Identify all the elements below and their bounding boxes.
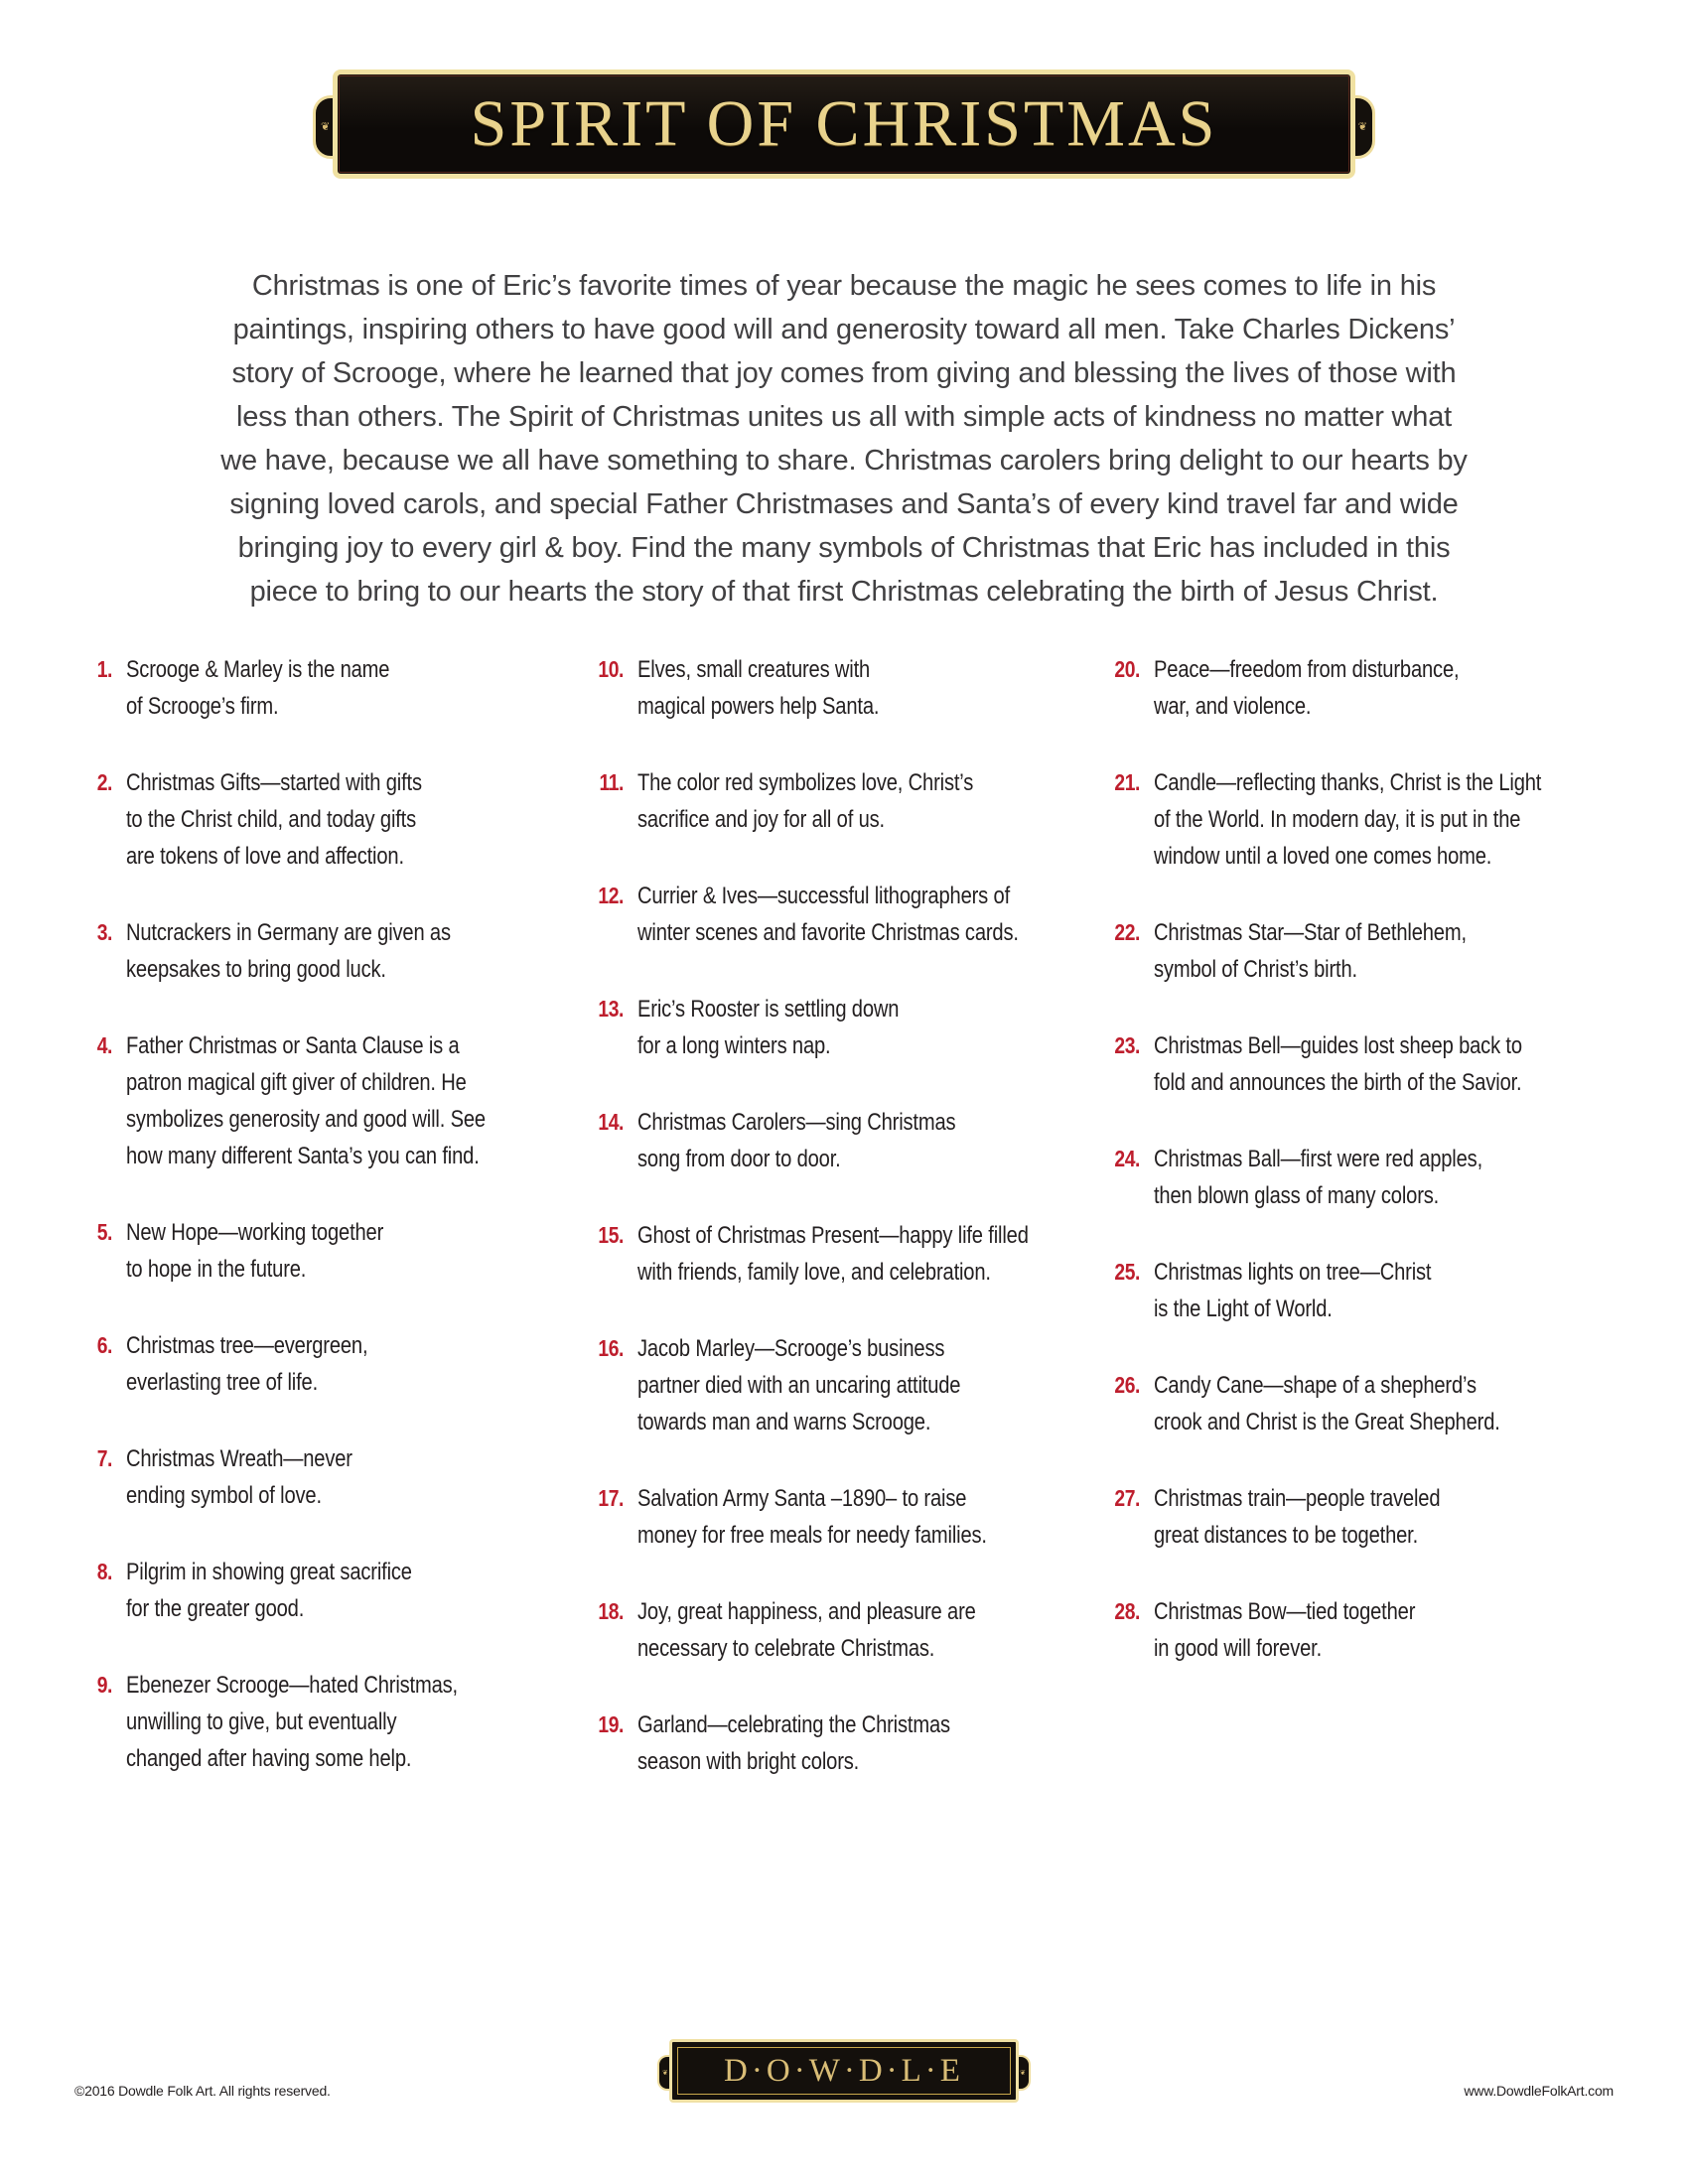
logo-text: D·O·W·D·L·E <box>724 2052 964 2089</box>
item-number: 21. <box>1114 769 1140 795</box>
item-text: Ghost of Christmas Present—happy life filled with friends, family love, and celebration. <box>637 1222 1029 1286</box>
item-number: 5. <box>96 1219 112 1245</box>
item-number: 18. <box>598 1598 624 1624</box>
item-number: 26. <box>1114 1372 1140 1398</box>
list-item <box>1100 914 1676 988</box>
item-text: Christmas Star—Star of Bethlehem, symbol of Christ’s birth. <box>1154 919 1467 983</box>
item-number: 2. <box>96 769 112 795</box>
fleuron-icon: ❦ <box>1006 2055 1031 2091</box>
item-number: 23. <box>1114 1032 1140 1058</box>
item-text: New Hope—working together to hope in the future. <box>126 1219 384 1283</box>
list-item <box>1100 1480 1676 1554</box>
logo-plaque <box>669 2039 1019 2103</box>
list-item <box>584 1330 1100 1440</box>
item-number: 12. <box>598 883 624 908</box>
banner-plaque <box>333 69 1355 179</box>
list-item <box>1100 1367 1676 1440</box>
item-number: 3. <box>96 919 112 945</box>
list-item <box>1100 1027 1676 1101</box>
fleuron-icon: ❦ <box>1335 95 1375 159</box>
list-column-1 <box>72 651 559 1817</box>
item-text: Candle—reflecting thanks, Christ is the Light of the World. In modern day, it is put in the window until a loved one comes home. <box>1154 769 1542 870</box>
item-number: 22. <box>1114 919 1140 945</box>
list-item <box>72 1667 559 1777</box>
list-item <box>1100 1254 1676 1327</box>
item-text: Salvation Army Santa –1890– to raise money for free meals for needy families. <box>637 1485 987 1549</box>
item-text: Currier & Ives—successful lithographers of winter scenes and favorite Christmas cards. <box>637 883 1019 946</box>
item-number: 25. <box>1114 1259 1140 1285</box>
list-item <box>584 1706 1100 1780</box>
item-number: 10. <box>598 656 624 682</box>
item-number: 14. <box>598 1109 624 1135</box>
item-text: Peace—freedom from disturbance, war, and violence. <box>1154 656 1460 720</box>
item-text: Christmas Gifts—started with gifts to the Christ child, and today gifts are tokens of love and affection. <box>126 769 422 870</box>
item-number: 27. <box>1114 1485 1140 1511</box>
item-text: Joy, great happiness, and pleasure are necessary to celebrate Christmas. <box>637 1598 976 1662</box>
list-item <box>584 764 1100 838</box>
list-item <box>72 764 559 875</box>
item-number: 16. <box>598 1335 624 1361</box>
item-number: 11. <box>599 769 624 795</box>
list-column-2 <box>584 651 1100 1820</box>
item-text: Christmas train—people traveled great distances to be together. <box>1154 1485 1441 1549</box>
item-text: Pilgrim in showing great sacrifice for the greater good. <box>126 1559 412 1622</box>
list-item <box>1100 1593 1676 1667</box>
item-number: 9. <box>96 1672 112 1698</box>
list-item <box>72 1554 559 1627</box>
fleuron-icon: ❦ <box>313 95 353 159</box>
item-number: 24. <box>1114 1146 1140 1171</box>
list-item <box>72 1027 559 1174</box>
item-text: Nutcrackers in Germany are given as keepsakes to bring good luck. <box>126 919 451 983</box>
list-item <box>1100 1141 1676 1214</box>
item-number: 20. <box>1114 656 1140 682</box>
dowdle-logo <box>662 2039 1026 2103</box>
list-item <box>584 878 1100 951</box>
item-number: 28. <box>1114 1598 1140 1624</box>
item-number: 17. <box>598 1485 624 1511</box>
item-number: 8. <box>96 1559 112 1584</box>
item-text: Christmas Bow—tied together in good will forever. <box>1154 1598 1416 1662</box>
list-item <box>72 651 559 725</box>
item-text: Father Christmas or Santa Clause is a patron magical gift giver of children. He symbolizes generosity and good will. See how many different Santa’s you can find. <box>126 1032 486 1169</box>
list-item <box>584 1217 1100 1291</box>
item-number: 13. <box>598 996 624 1022</box>
list-item <box>584 1593 1100 1667</box>
list-item <box>584 1104 1100 1177</box>
item-text: Jacob Marley—Scrooge’s business partner died with an uncaring attitude towards man and warns Scrooge. <box>637 1335 961 1435</box>
list-column-3 <box>1100 651 1676 1706</box>
list-item <box>72 1214 559 1288</box>
list-item <box>584 651 1100 725</box>
page-title: SPIRIT OF CHRISTMAS <box>470 87 1218 160</box>
item-number: 1. <box>96 656 112 682</box>
item-text: The color red symbolizes love, Christ’s sacrifice and joy for all of us. <box>637 769 974 833</box>
list-item <box>72 1440 559 1514</box>
list-item <box>1100 651 1676 725</box>
item-text: Elves, small creatures with magical powers help Santa. <box>637 656 880 720</box>
website-text: www.DowdleFolkArt.com <box>1464 2083 1614 2099</box>
item-text: Christmas lights on tree—Christ is the Light of World. <box>1154 1259 1432 1322</box>
title-banner <box>321 69 1367 179</box>
item-text: Ebenezer Scrooge—hated Christmas, unwilling to give, but eventually changed after having some help. <box>126 1672 458 1772</box>
list-item <box>72 1327 559 1401</box>
item-text: Christmas Ball—first were red apples, then blown glass of many colors. <box>1154 1146 1483 1209</box>
list-item <box>72 914 559 988</box>
copyright-text: ©2016 Dowdle Folk Art. All rights reserved. <box>74 2083 331 2099</box>
list-item <box>584 1480 1100 1554</box>
list-item <box>1100 764 1676 875</box>
item-text: Candy Cane—shape of a shepherd’s crook and Christ is the Great Shepherd. <box>1154 1372 1500 1435</box>
item-number: 6. <box>96 1332 112 1358</box>
item-text: Garland—celebrating the Christmas season with bright colors. <box>637 1711 950 1775</box>
item-text: Eric’s Rooster is settling down for a long winters nap. <box>637 996 900 1059</box>
item-text: Christmas Carolers—sing Christmas song from door to door. <box>637 1109 956 1172</box>
list-item <box>584 991 1100 1064</box>
item-text: Christmas Bell—guides lost sheep back to fold and announces the birth of the Savior. <box>1154 1032 1522 1096</box>
fleuron-icon: ❦ <box>657 2055 682 2091</box>
item-text: Christmas tree—evergreen, everlasting tree of life. <box>126 1332 368 1396</box>
intro-paragraph: Christmas is one of Eric’s favorite times of year because the magic he sees comes to life in his paintings, inspiring others to have good will and generosity toward all men. Take Charles Dickens’ story of Scrooge, where he learned that joy comes from giving and blessing the lives of those with less than others. The Spirit of Christmas unites us all with simple acts of kindness no matter what we have, because we all have something to share. Christmas carolers bring delight to our hearts by signing loved carols, and special Father Christmases and Santa’s of every kind travel far and wide bringing joy to every girl & boy. Find the many symbols of Christmas that Eric has included in this piece to bring to our hearts the story of that first Christmas celebrating the birth of Jesus Christ. <box>220 270 1468 608</box>
item-text: Scrooge & Marley is the name of Scrooge’s firm. <box>126 656 390 720</box>
item-number: 19. <box>598 1711 624 1737</box>
item-number: 7. <box>96 1445 112 1471</box>
item-text: Christmas Wreath—never ending symbol of love. <box>126 1445 352 1509</box>
item-number: 4. <box>96 1032 112 1058</box>
item-number: 15. <box>598 1222 624 1248</box>
